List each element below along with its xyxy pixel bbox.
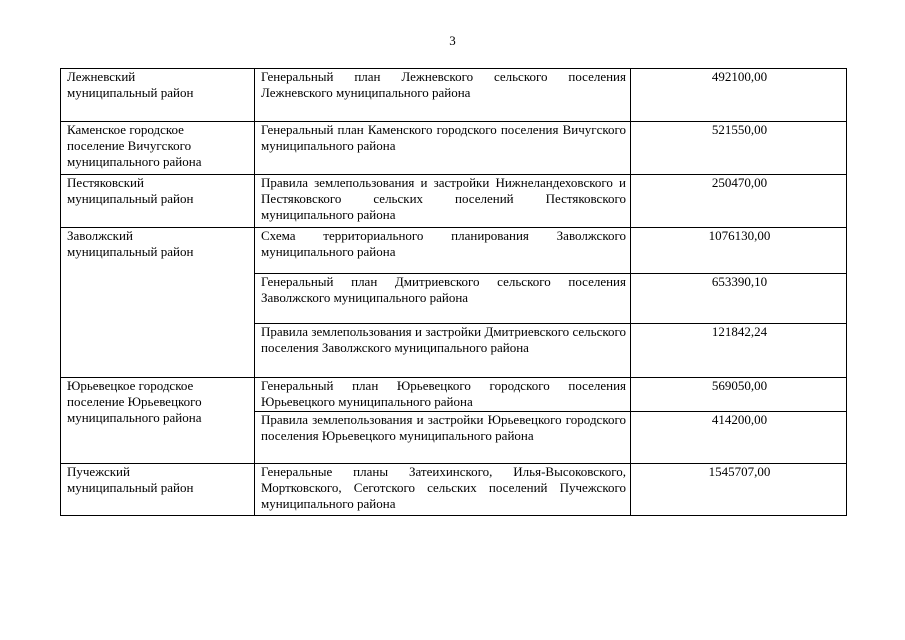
table-row (61, 378, 847, 412)
area-line: муниципального района (67, 154, 202, 169)
document-text: Правила землепользования и застройки Дмитриевского сельского поселения Заволжского муниципального района (261, 324, 626, 355)
document-text: Генеральный план Каменского городского поселения Вичугского муниципального района (261, 122, 626, 153)
area-line: муниципальный район (67, 191, 194, 206)
document-cell (255, 175, 631, 228)
amount-cell (631, 274, 847, 324)
amount-value: 521550,00 (711, 122, 768, 137)
amount-cell (631, 69, 847, 122)
table-row (61, 69, 847, 122)
area-line: муниципальный район (67, 480, 194, 495)
document-cell (255, 228, 631, 274)
area-cell (61, 464, 255, 516)
amount-cell (631, 228, 847, 274)
page-number: 3 (449, 33, 456, 48)
amount-value: 250470,00 (711, 175, 768, 190)
amount-value: 121842,24 (711, 324, 768, 339)
amount-value: 414200,00 (711, 412, 768, 427)
area-line: Юрьевецкое городское (67, 378, 194, 393)
document-cell (255, 274, 631, 324)
area-cell (61, 228, 255, 378)
amount-value: 492100,00 (711, 69, 768, 84)
area-line: муниципальный район (67, 244, 194, 259)
area-line: Каменское городское (67, 122, 184, 137)
amount-value: 569050,00 (711, 378, 768, 393)
amount-value: 1545707,00 (708, 464, 771, 479)
area-line: Лежневский (67, 69, 136, 84)
table-row (61, 122, 847, 175)
area-line: поселение Юрьевецкого (67, 394, 202, 409)
document-text: Схема территориального планирования Заволжского муниципального района (261, 228, 626, 259)
document-text: Генеральный план Юрьевецкого городского поселения Юрьевецкого муниципального района (261, 378, 626, 409)
document-text: Правила землепользования и застройки Юрьевецкого городского поселения Юрьевецкого муниципального района (261, 412, 626, 443)
area-line: Пестяковский (67, 175, 144, 190)
document-cell (255, 378, 631, 412)
area-line: Пучежский (67, 464, 130, 479)
funding-table (60, 68, 847, 516)
area-line: Заволжский (67, 228, 133, 243)
amount-value: 653390,10 (711, 274, 768, 289)
document-text: Генеральные планы Затеихинского, Илья-Высоковского, Мортковского, Сеготского сельских поселений Пучежского муниципального района (261, 464, 626, 511)
document-text: Правила землепользования и застройки Нижнеландеховского и Пестяковского сельских поселений Пестяковского муниципального района (261, 175, 626, 222)
area-cell (61, 122, 255, 175)
area-line: поселение Вичугского (67, 138, 192, 153)
document-cell (255, 122, 631, 175)
document-cell (255, 412, 631, 464)
amount-cell (631, 412, 847, 464)
area-cell (61, 378, 255, 464)
amount-value: 1076130,00 (708, 228, 771, 243)
amount-cell (631, 464, 847, 516)
area-cell (61, 175, 255, 228)
area-cell (61, 69, 255, 122)
document-cell (255, 324, 631, 378)
document-text: Генеральный план Лежневского сельского поселения Лежневского муниципального района (261, 69, 626, 100)
amount-cell (631, 122, 847, 175)
table-row (61, 228, 847, 274)
document-cell (255, 69, 631, 122)
amount-cell (631, 324, 847, 378)
table-row (61, 464, 847, 516)
amount-cell (631, 175, 847, 228)
area-line: муниципальный район (67, 85, 194, 100)
area-line: муниципального района (67, 410, 202, 425)
table-row (61, 175, 847, 228)
amount-cell (631, 378, 847, 412)
document-text: Генеральный план Дмитриевского сельского поселения Заволжского муниципального района (261, 274, 626, 305)
document-cell (255, 464, 631, 516)
